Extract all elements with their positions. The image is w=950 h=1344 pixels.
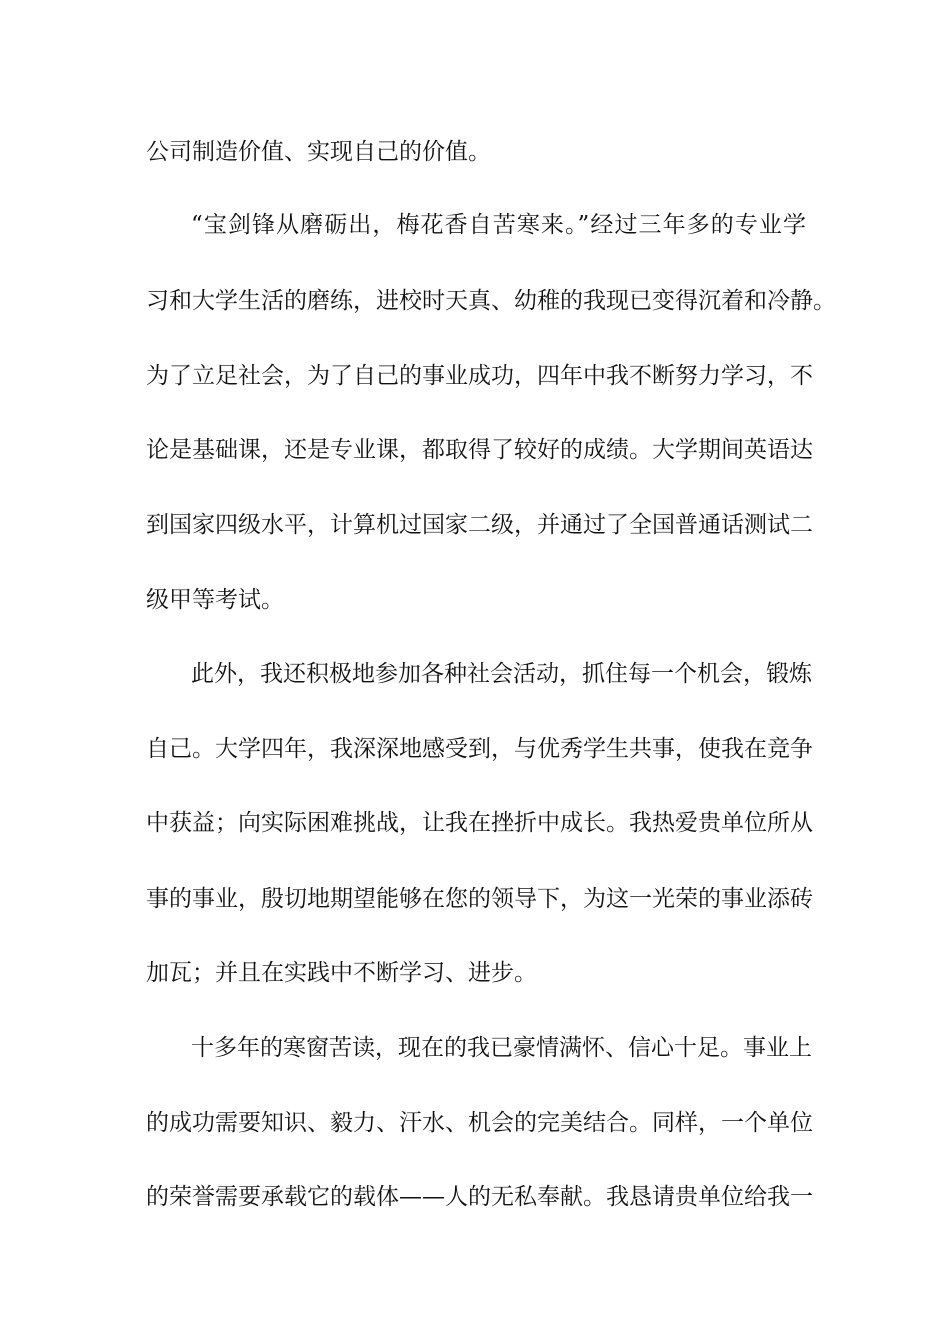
text-line: 为了立足社会，为了自己的事业成功，四年中我不断努力学习，不 — [146, 363, 813, 389]
text-line: 十多年的寒窗苦读，现在的我已豪情满怀、信心十足。事业上 — [191, 1035, 812, 1061]
text-line: 习和大学生活的磨练，进校时天真、幼稚的我现已变得沉着和冷静。 — [146, 288, 836, 314]
text-line: 公司制造价值、实现自己的价值。 — [146, 139, 491, 165]
text-line: 自己。大学四年，我深深地感受到，与优秀学生共事，使我在竞争 — [146, 736, 813, 762]
text-line: 的成功需要知识、毅力、汗水、机会的完美结合。同样，一个单位 — [146, 1110, 813, 1136]
text-line: 此外，我还积极地参加各种社会活动，抓住每一个机会，锻炼 — [191, 661, 812, 687]
text-line: 加瓦；并且在实践中不断学习、进步。 — [146, 960, 537, 986]
text-line: 到国家四级水平，计算机过国家二级，并通过了全国普通话测试二 — [146, 512, 813, 538]
text-line: 中获益；向实际困难挑战，让我在挫折中成长。我热爱贵单位所从 — [146, 810, 813, 836]
text-line: 的荣誉需要承载它的载体——人的无私奉献。我恳请贵单位给我一 — [146, 1184, 813, 1210]
text-line: 事的事业，殷切地期望能够在您的领导下，为这一光荣的事业添砖 — [146, 886, 813, 912]
text-line: 论是基础课，还是专业课，都取得了较好的成绩。大学期间英语达 — [146, 437, 813, 463]
text-line: “宝剑锋从磨砺出，梅花香自苦寒来。”经过三年多的专业学 — [191, 212, 806, 238]
text-line: 级甲等考试。 — [146, 587, 284, 613]
